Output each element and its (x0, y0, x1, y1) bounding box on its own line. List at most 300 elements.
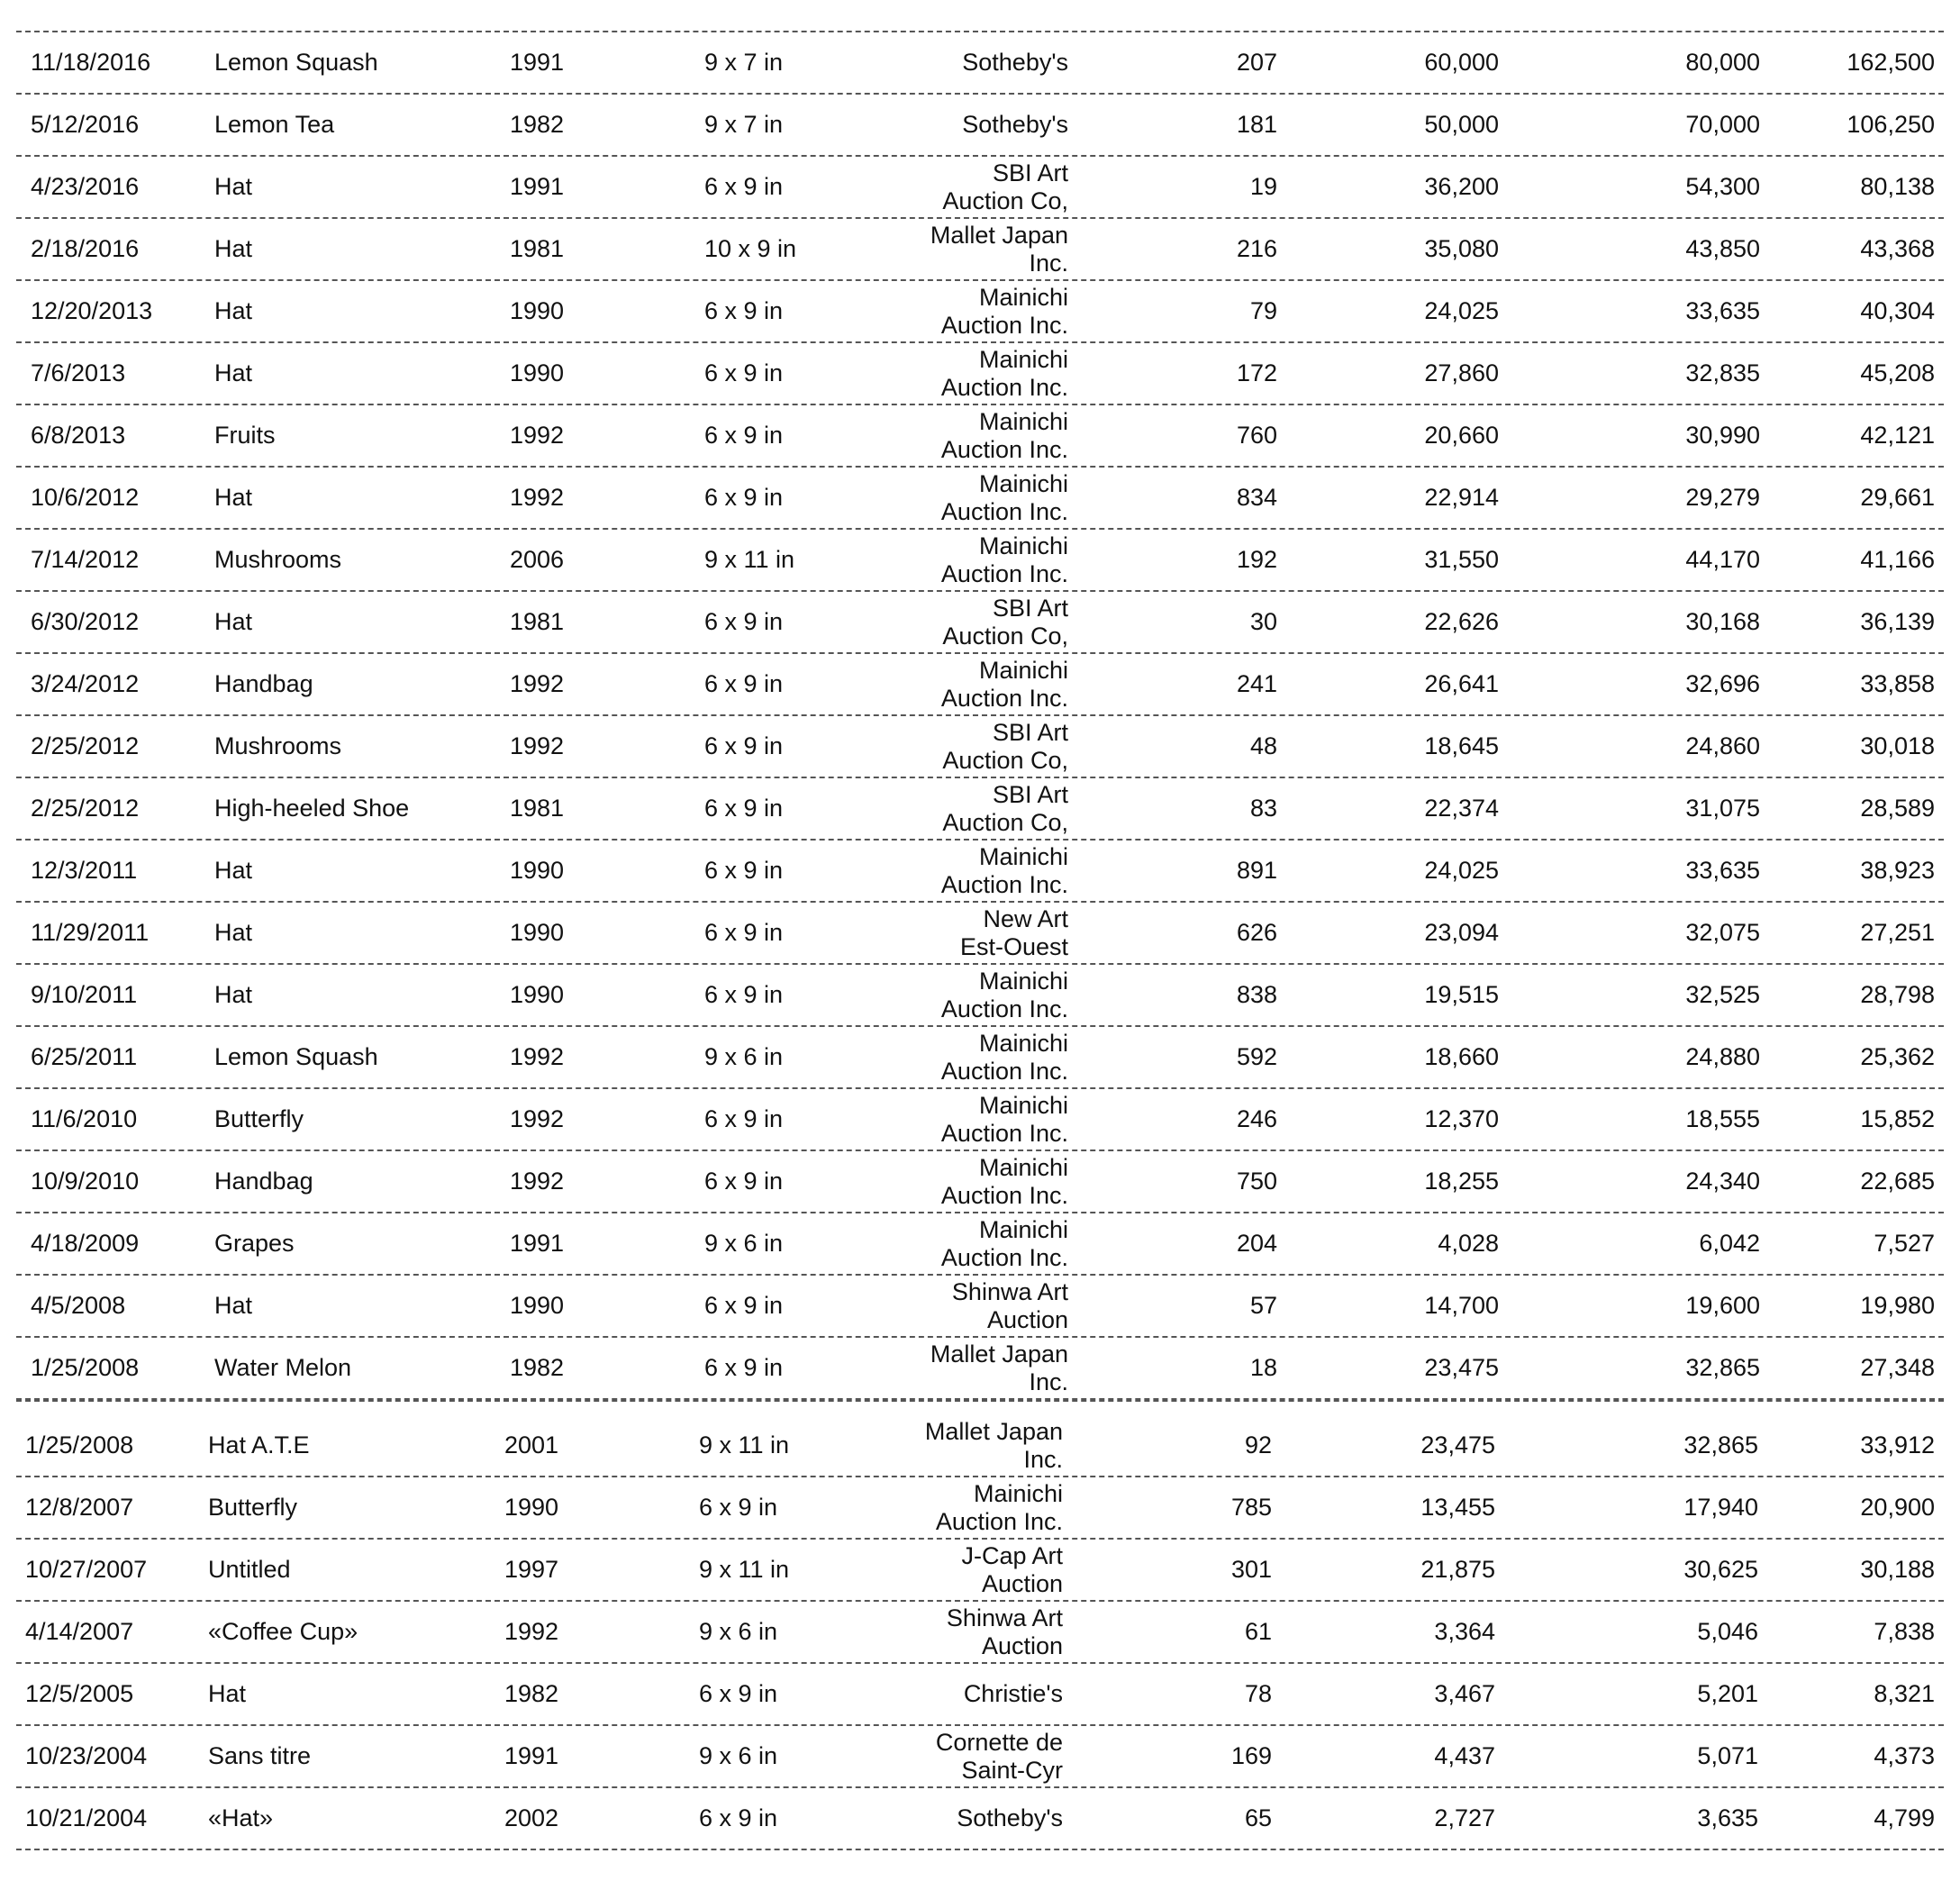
auction-house-cell (845, 530, 1068, 590)
estimate-high-cell: 24,340 (1685, 1168, 1760, 1195)
lot-number-cell: 57 (1249, 1292, 1277, 1319)
lot-number-cell: 192 (1236, 546, 1277, 573)
sale-date-cell: 10/27/2007 (25, 1556, 148, 1583)
lot-number-cell: 838 (1236, 981, 1277, 1008)
hammer-price-cell: 33,912 (1860, 1431, 1935, 1458)
auction-house-cell (845, 1027, 1068, 1087)
artwork-title-cell: Water Melon (214, 1354, 352, 1381)
auction-house-name: New Art Est-Ouest (959, 904, 1068, 960)
dimensions-cell: 6 x 9 in (704, 1354, 784, 1381)
hammer-price-cell: 20,900 (1860, 1494, 1935, 1521)
hammer-price-cell: 28,798 (1860, 981, 1935, 1008)
auction-house-cell (839, 1477, 1063, 1538)
dimensions-cell: 6 x 9 in (704, 732, 784, 759)
lot-number-cell: 18 (1249, 1354, 1277, 1381)
sale-date-cell: 10/23/2004 (25, 1742, 148, 1769)
auction-records-table-block-2 (16, 1415, 1944, 1850)
lot-number-cell: 79 (1249, 297, 1277, 324)
table-row (16, 530, 1944, 592)
estimate-high-cell: 24,860 (1685, 732, 1760, 759)
estimate-high-cell: 80,000 (1685, 49, 1760, 76)
table-row (16, 1027, 1944, 1089)
table-row (16, 157, 1944, 219)
hammer-price-cell: 25,362 (1860, 1043, 1935, 1070)
estimate-low-cell: 26,641 (1424, 670, 1499, 697)
table-row (16, 716, 1944, 778)
hammer-price-cell: 22,685 (1860, 1168, 1935, 1195)
table-row (16, 1089, 1944, 1151)
dimensions-cell: 6 x 9 in (704, 670, 784, 697)
estimate-low-cell: 24,025 (1424, 857, 1499, 884)
dimensions-cell: 6 x 9 in (704, 484, 784, 511)
artwork-title-cell: Mushrooms (214, 732, 342, 759)
estimate-low-cell: 21,875 (1420, 1556, 1495, 1583)
estimate-high-cell: 19,600 (1685, 1292, 1760, 1319)
year-cell: 1990 (510, 919, 565, 946)
hammer-price-cell: 27,348 (1860, 1354, 1935, 1381)
table-row (16, 468, 1944, 530)
table-row (16, 1788, 1944, 1850)
hammer-price-cell: 30,188 (1860, 1556, 1935, 1583)
lot-number-cell: 750 (1236, 1168, 1277, 1195)
estimate-high-cell: 33,635 (1685, 857, 1760, 884)
year-cell: 1990 (510, 981, 565, 1008)
lot-number-cell: 301 (1230, 1556, 1272, 1583)
auction-house-cell (845, 1151, 1068, 1212)
year-cell: 1991 (510, 1230, 565, 1257)
artwork-title-cell: Lemon Squash (214, 1043, 378, 1070)
auction-house-cell (845, 219, 1068, 279)
artwork-title-cell: Lemon Tea (214, 111, 335, 138)
sale-date-cell: 12/20/2013 (31, 297, 153, 324)
year-cell: 1982 (510, 111, 565, 138)
artwork-title-cell: Sans titre (208, 1742, 312, 1769)
estimate-high-cell: 30,990 (1685, 422, 1760, 449)
estimate-low-cell: 18,660 (1424, 1043, 1499, 1070)
lot-number-cell: 181 (1236, 111, 1277, 138)
estimate-low-cell: 3,467 (1434, 1680, 1495, 1707)
table-row (16, 1213, 1944, 1276)
auction-house-cell: Christie's (963, 1680, 1063, 1707)
auction-house-name: Mainichi Auction Inc. (940, 345, 1068, 401)
auction-house-cell (845, 965, 1068, 1025)
table-row (16, 281, 1944, 343)
auction-house-cell: Sotheby's (957, 1804, 1063, 1831)
sale-date-cell: 1/25/2008 (25, 1431, 134, 1458)
artwork-title-cell: Hat (214, 359, 253, 386)
lot-number-cell: 19 (1249, 173, 1277, 200)
sale-date-cell: 11/6/2010 (31, 1105, 138, 1132)
table-row (16, 343, 1944, 405)
year-cell: 1992 (510, 732, 565, 759)
lot-number-cell: 169 (1230, 1742, 1272, 1769)
lot-number-cell: 172 (1236, 359, 1277, 386)
estimate-high-cell: 24,880 (1685, 1043, 1760, 1070)
sale-date-cell: 2/25/2012 (31, 732, 140, 759)
hammer-price-cell: 38,923 (1860, 857, 1935, 884)
auction-house-name: Mainichi Auction Inc. (940, 656, 1068, 712)
estimate-low-cell: 22,626 (1424, 608, 1499, 635)
estimate-high-cell: 32,865 (1683, 1431, 1758, 1458)
auction-house-name: SBI Art Auction Co, (942, 780, 1068, 836)
table-row (16, 1477, 1944, 1540)
table-row (16, 1726, 1944, 1788)
lot-number-cell: 891 (1236, 857, 1277, 884)
estimate-high-cell: 32,525 (1685, 981, 1760, 1008)
year-cell: 1991 (504, 1742, 559, 1769)
table-row (16, 778, 1944, 841)
hammer-price-cell: 4,373 (1874, 1742, 1935, 1769)
dimensions-cell: 9 x 6 in (699, 1618, 778, 1645)
estimate-high-cell: 30,625 (1683, 1556, 1758, 1583)
lot-number-cell: 626 (1236, 919, 1277, 946)
artwork-title-cell: Hat (214, 1292, 253, 1319)
year-cell: 1981 (510, 795, 565, 822)
lot-number-cell: 30 (1249, 608, 1277, 635)
auction-house-name: SBI Art Auction Co, (942, 594, 1068, 650)
hammer-price-cell: 8,321 (1874, 1680, 1935, 1707)
estimate-low-cell: 35,080 (1424, 235, 1499, 262)
table-row (16, 1338, 1944, 1400)
table-row (16, 1664, 1944, 1726)
lot-number-cell: 92 (1244, 1431, 1272, 1458)
auction-house-cell (845, 468, 1068, 528)
artwork-title-cell: Grapes (214, 1230, 295, 1257)
dimensions-cell: 6 x 9 in (704, 981, 784, 1008)
auction-house-name: Shinwa Art Auction (946, 1604, 1063, 1659)
dimensions-cell: 9 x 7 in (704, 111, 784, 138)
estimate-low-cell: 20,660 (1424, 422, 1499, 449)
table-row (16, 965, 1944, 1027)
lot-number-cell: 207 (1236, 49, 1277, 76)
year-cell: 1982 (504, 1680, 559, 1707)
hammer-price-cell: 42,121 (1860, 422, 1935, 449)
dimensions-cell: 9 x 11 in (704, 546, 795, 573)
year-cell: 1992 (510, 670, 565, 697)
sale-date-cell: 7/14/2012 (31, 546, 140, 573)
hammer-price-cell: 19,980 (1860, 1292, 1935, 1319)
hammer-price-cell: 4,799 (1874, 1804, 1935, 1831)
sale-date-cell: 3/24/2012 (31, 670, 140, 697)
estimate-low-cell: 2,727 (1434, 1804, 1495, 1831)
estimate-high-cell: 44,170 (1685, 546, 1760, 573)
hammer-price-cell: 80,138 (1860, 173, 1935, 200)
lot-number-cell: 83 (1249, 795, 1277, 822)
hammer-price-cell: 28,589 (1860, 795, 1935, 822)
hammer-price-cell: 45,208 (1860, 359, 1935, 386)
auction-records-table-block-1 (16, 31, 1944, 1400)
auction-house-name: Mainichi Auction Inc. (935, 1479, 1063, 1535)
auction-house-cell (845, 592, 1068, 652)
dimensions-cell: 6 x 9 in (704, 422, 784, 449)
year-cell: 1990 (510, 1292, 565, 1319)
estimate-low-cell: 14,700 (1424, 1292, 1499, 1319)
lot-number-cell: 48 (1249, 732, 1277, 759)
estimate-high-cell: 3,635 (1697, 1804, 1758, 1831)
auction-house-name: Mainichi Auction Inc. (940, 967, 1068, 1022)
table-row (16, 219, 1944, 281)
year-cell: 1981 (510, 235, 565, 262)
sale-date-cell: 4/23/2016 (31, 173, 140, 200)
estimate-low-cell: 23,475 (1420, 1431, 1495, 1458)
auction-house-name: Cornette de Saint-Cyr (935, 1728, 1063, 1784)
estimate-low-cell: 24,025 (1424, 297, 1499, 324)
year-cell: 1992 (510, 422, 565, 449)
table-row (16, 654, 1944, 716)
estimate-high-cell: 43,850 (1685, 235, 1760, 262)
table-row (16, 95, 1944, 157)
auction-house-cell (845, 778, 1068, 839)
dimensions-cell: 6 x 9 in (704, 1168, 784, 1195)
estimate-high-cell: 17,940 (1683, 1494, 1758, 1521)
dimensions-cell: 6 x 9 in (704, 919, 784, 946)
estimate-low-cell: 18,645 (1424, 732, 1499, 759)
hammer-price-cell: 7,838 (1874, 1618, 1935, 1645)
dimensions-cell: 6 x 9 in (704, 1292, 784, 1319)
table-row (16, 405, 1944, 468)
estimate-high-cell: 29,279 (1685, 484, 1760, 511)
estimate-low-cell: 36,200 (1424, 173, 1499, 200)
artwork-title-cell: Handbag (214, 670, 313, 697)
estimate-low-cell: 22,374 (1424, 795, 1499, 822)
auction-house-name: Mallet Japan Inc. (930, 221, 1068, 277)
estimate-low-cell: 31,550 (1424, 546, 1499, 573)
estimate-low-cell: 50,000 (1424, 111, 1499, 138)
year-cell: 1992 (510, 1043, 565, 1070)
dimensions-cell: 10 x 9 in (704, 235, 797, 262)
sale-date-cell: 6/30/2012 (31, 608, 140, 635)
hammer-price-cell: 40,304 (1860, 297, 1935, 324)
auction-house-cell (845, 654, 1068, 714)
estimate-high-cell: 6,042 (1699, 1230, 1760, 1257)
sale-date-cell: 4/5/2008 (31, 1292, 126, 1319)
dimensions-cell: 6 x 9 in (699, 1680, 778, 1707)
table-row (16, 903, 1944, 965)
dimensions-cell: 9 x 6 in (699, 1742, 778, 1769)
sale-date-cell: 9/10/2011 (31, 981, 138, 1008)
dimensions-cell: 9 x 11 in (699, 1556, 790, 1583)
artwork-title-cell: Hat (214, 297, 253, 324)
auction-house-cell (845, 1213, 1068, 1274)
table-row (16, 1415, 1944, 1477)
estimate-high-cell: 32,075 (1685, 919, 1760, 946)
year-cell: 1982 (510, 1354, 565, 1381)
artwork-title-cell: Hat (214, 857, 253, 884)
artwork-title-cell: Hat (214, 173, 253, 200)
estimate-low-cell: 4,028 (1438, 1230, 1499, 1257)
artwork-title-cell: High-heeled Shoe (214, 795, 410, 822)
year-cell: 1981 (510, 608, 565, 635)
estimate-low-cell: 12,370 (1424, 1105, 1499, 1132)
auction-house-cell (845, 281, 1068, 341)
artwork-title-cell: Untitled (208, 1556, 291, 1583)
auction-house-name: Mallet Japan Inc. (924, 1417, 1063, 1473)
year-cell: 1990 (504, 1494, 559, 1521)
auction-house-cell (845, 1338, 1068, 1398)
hammer-price-cell: 162,500 (1847, 49, 1935, 76)
auction-house-cell (845, 1089, 1068, 1150)
estimate-high-cell: 5,071 (1697, 1742, 1758, 1769)
lot-number-cell: 65 (1244, 1804, 1272, 1831)
auction-house-name: Mainichi Auction Inc. (940, 407, 1068, 463)
auction-house-name: Mainichi Auction Inc. (940, 532, 1068, 587)
dimensions-cell: 6 x 9 in (704, 1105, 784, 1132)
dimensions-cell: 6 x 9 in (704, 297, 784, 324)
year-cell: 1992 (504, 1618, 559, 1645)
artwork-title-cell: Mushrooms (214, 546, 342, 573)
hammer-price-cell: 29,661 (1860, 484, 1935, 511)
sale-date-cell: 5/12/2016 (31, 111, 140, 138)
year-cell: 1990 (510, 857, 565, 884)
lot-number-cell: 760 (1236, 422, 1277, 449)
lot-number-cell: 61 (1244, 1618, 1272, 1645)
dimensions-cell: 6 x 9 in (699, 1494, 778, 1521)
auction-house-name: SBI Art Auction Co, (942, 718, 1068, 774)
estimate-low-cell: 22,914 (1424, 484, 1499, 511)
auction-house-name: Mallet Japan Inc. (930, 1340, 1068, 1395)
year-cell: 1997 (504, 1556, 559, 1583)
estimate-high-cell: 70,000 (1685, 111, 1760, 138)
table-row (16, 592, 1944, 654)
dimensions-cell: 6 x 9 in (704, 359, 784, 386)
dimensions-cell: 9 x 11 in (699, 1431, 790, 1458)
estimate-high-cell: 5,201 (1697, 1680, 1758, 1707)
estimate-low-cell: 13,455 (1420, 1494, 1495, 1521)
artwork-title-cell: Lemon Squash (214, 49, 378, 76)
auction-house-cell: Sotheby's (962, 111, 1068, 138)
auction-house-cell (845, 716, 1068, 777)
sale-date-cell: 12/5/2005 (25, 1680, 134, 1707)
auction-house-name: Mainichi Auction Inc. (940, 1029, 1068, 1085)
auction-house-name: Mainichi Auction Inc. (940, 1215, 1068, 1271)
lot-number-cell: 246 (1236, 1105, 1277, 1132)
auction-house-name: J-Cap Art Auction (961, 1541, 1063, 1597)
artwork-title-cell: Fruits (214, 422, 276, 449)
lot-number-cell: 785 (1230, 1494, 1272, 1521)
auction-house-cell (845, 157, 1068, 217)
estimate-low-cell: 3,364 (1434, 1618, 1495, 1645)
auction-house-cell (845, 405, 1068, 466)
estimate-high-cell: 32,696 (1685, 670, 1760, 697)
year-cell: 1992 (510, 484, 565, 511)
auction-house-cell (839, 1540, 1063, 1600)
auction-house-cell: Sotheby's (962, 49, 1068, 76)
table-row (16, 1276, 1944, 1338)
table-row (16, 841, 1944, 903)
artwork-title-cell: Hat (208, 1680, 247, 1707)
auction-house-name: Mainichi Auction Inc. (940, 842, 1068, 898)
lot-number-cell: 78 (1244, 1680, 1272, 1707)
estimate-low-cell: 27,860 (1424, 359, 1499, 386)
estimate-high-cell: 31,075 (1685, 795, 1760, 822)
lot-number-cell: 834 (1236, 484, 1277, 511)
artwork-title-cell: Butterfly (208, 1494, 298, 1521)
year-cell: 1991 (510, 173, 565, 200)
auction-house-name: Mainichi Auction Inc. (940, 1153, 1068, 1209)
dimensions-cell: 9 x 6 in (704, 1043, 784, 1070)
dimensions-cell: 9 x 7 in (704, 49, 784, 76)
section-divider (16, 1400, 1944, 1402)
hammer-price-cell: 27,251 (1860, 919, 1935, 946)
estimate-low-cell: 60,000 (1424, 49, 1499, 76)
auction-house-cell (845, 841, 1068, 901)
hammer-price-cell: 43,368 (1860, 235, 1935, 262)
dimensions-cell: 6 x 9 in (704, 795, 784, 822)
lot-number-cell: 241 (1236, 670, 1277, 697)
hammer-price-cell: 36,139 (1860, 608, 1935, 635)
hammer-price-cell: 33,858 (1860, 670, 1935, 697)
table-row (16, 1602, 1944, 1664)
auction-house-name: Shinwa Art Auction (951, 1277, 1068, 1333)
estimate-high-cell: 32,835 (1685, 359, 1760, 386)
hammer-price-cell: 7,527 (1874, 1230, 1935, 1257)
artwork-title-cell: Butterfly (214, 1105, 304, 1132)
auction-house-cell (845, 343, 1068, 404)
hammer-price-cell: 15,852 (1860, 1105, 1935, 1132)
sale-date-cell: 11/29/2011 (31, 919, 150, 946)
lot-number-cell: 216 (1236, 235, 1277, 262)
artwork-title-cell: «Coffee Cup» (208, 1618, 358, 1645)
lot-number-cell: 204 (1236, 1230, 1277, 1257)
artwork-title-cell: Hat (214, 981, 253, 1008)
sale-date-cell: 6/25/2011 (31, 1043, 138, 1070)
auction-house-name: Mainichi Auction Inc. (940, 283, 1068, 339)
auction-house-cell (839, 1602, 1063, 1662)
hammer-price-cell: 41,166 (1860, 546, 1935, 573)
year-cell: 2002 (504, 1804, 559, 1831)
estimate-low-cell: 23,475 (1424, 1354, 1499, 1381)
hammer-price-cell: 30,018 (1860, 732, 1935, 759)
estimate-high-cell: 33,635 (1685, 297, 1760, 324)
sale-date-cell: 7/6/2013 (31, 359, 126, 386)
sale-date-cell: 10/9/2010 (31, 1168, 140, 1195)
sale-date-cell: 2/25/2012 (31, 795, 140, 822)
auction-house-cell (839, 1726, 1063, 1786)
sale-date-cell: 4/18/2009 (31, 1230, 140, 1257)
year-cell: 1992 (510, 1168, 565, 1195)
sale-date-cell: 1/25/2008 (31, 1354, 140, 1381)
table-row (16, 1151, 1944, 1213)
dimensions-cell: 6 x 9 in (704, 857, 784, 884)
table-row (16, 1540, 1944, 1602)
hammer-price-cell: 106,250 (1847, 111, 1935, 138)
year-cell: 2006 (510, 546, 565, 573)
auction-house-name: SBI Art Auction Co, (942, 159, 1068, 214)
estimate-high-cell: 54,300 (1685, 173, 1760, 200)
estimate-low-cell: 4,437 (1434, 1742, 1495, 1769)
sale-date-cell: 10/21/2004 (25, 1804, 148, 1831)
artwork-title-cell: Handbag (214, 1168, 313, 1195)
auction-house-name: Mainichi Auction Inc. (940, 469, 1068, 525)
table-row (16, 32, 1944, 95)
lot-number-cell: 592 (1236, 1043, 1277, 1070)
sale-date-cell: 2/18/2016 (31, 235, 140, 262)
artwork-title-cell: «Hat» (208, 1804, 274, 1831)
sale-date-cell: 12/3/2011 (31, 857, 138, 884)
year-cell: 1992 (510, 1105, 565, 1132)
sale-date-cell: 12/8/2007 (25, 1494, 134, 1521)
estimate-high-cell: 32,865 (1685, 1354, 1760, 1381)
auction-house-name: Mainichi Auction Inc. (940, 1091, 1068, 1147)
sale-date-cell: 10/6/2012 (31, 484, 140, 511)
artwork-title-cell: Hat (214, 919, 253, 946)
auction-house-cell (839, 1415, 1063, 1476)
artwork-title-cell: Hat (214, 484, 253, 511)
sale-date-cell: 11/18/2016 (31, 49, 151, 76)
estimate-high-cell: 5,046 (1697, 1618, 1758, 1645)
estimate-low-cell: 18,255 (1424, 1168, 1499, 1195)
dimensions-cell: 6 x 9 in (704, 608, 784, 635)
